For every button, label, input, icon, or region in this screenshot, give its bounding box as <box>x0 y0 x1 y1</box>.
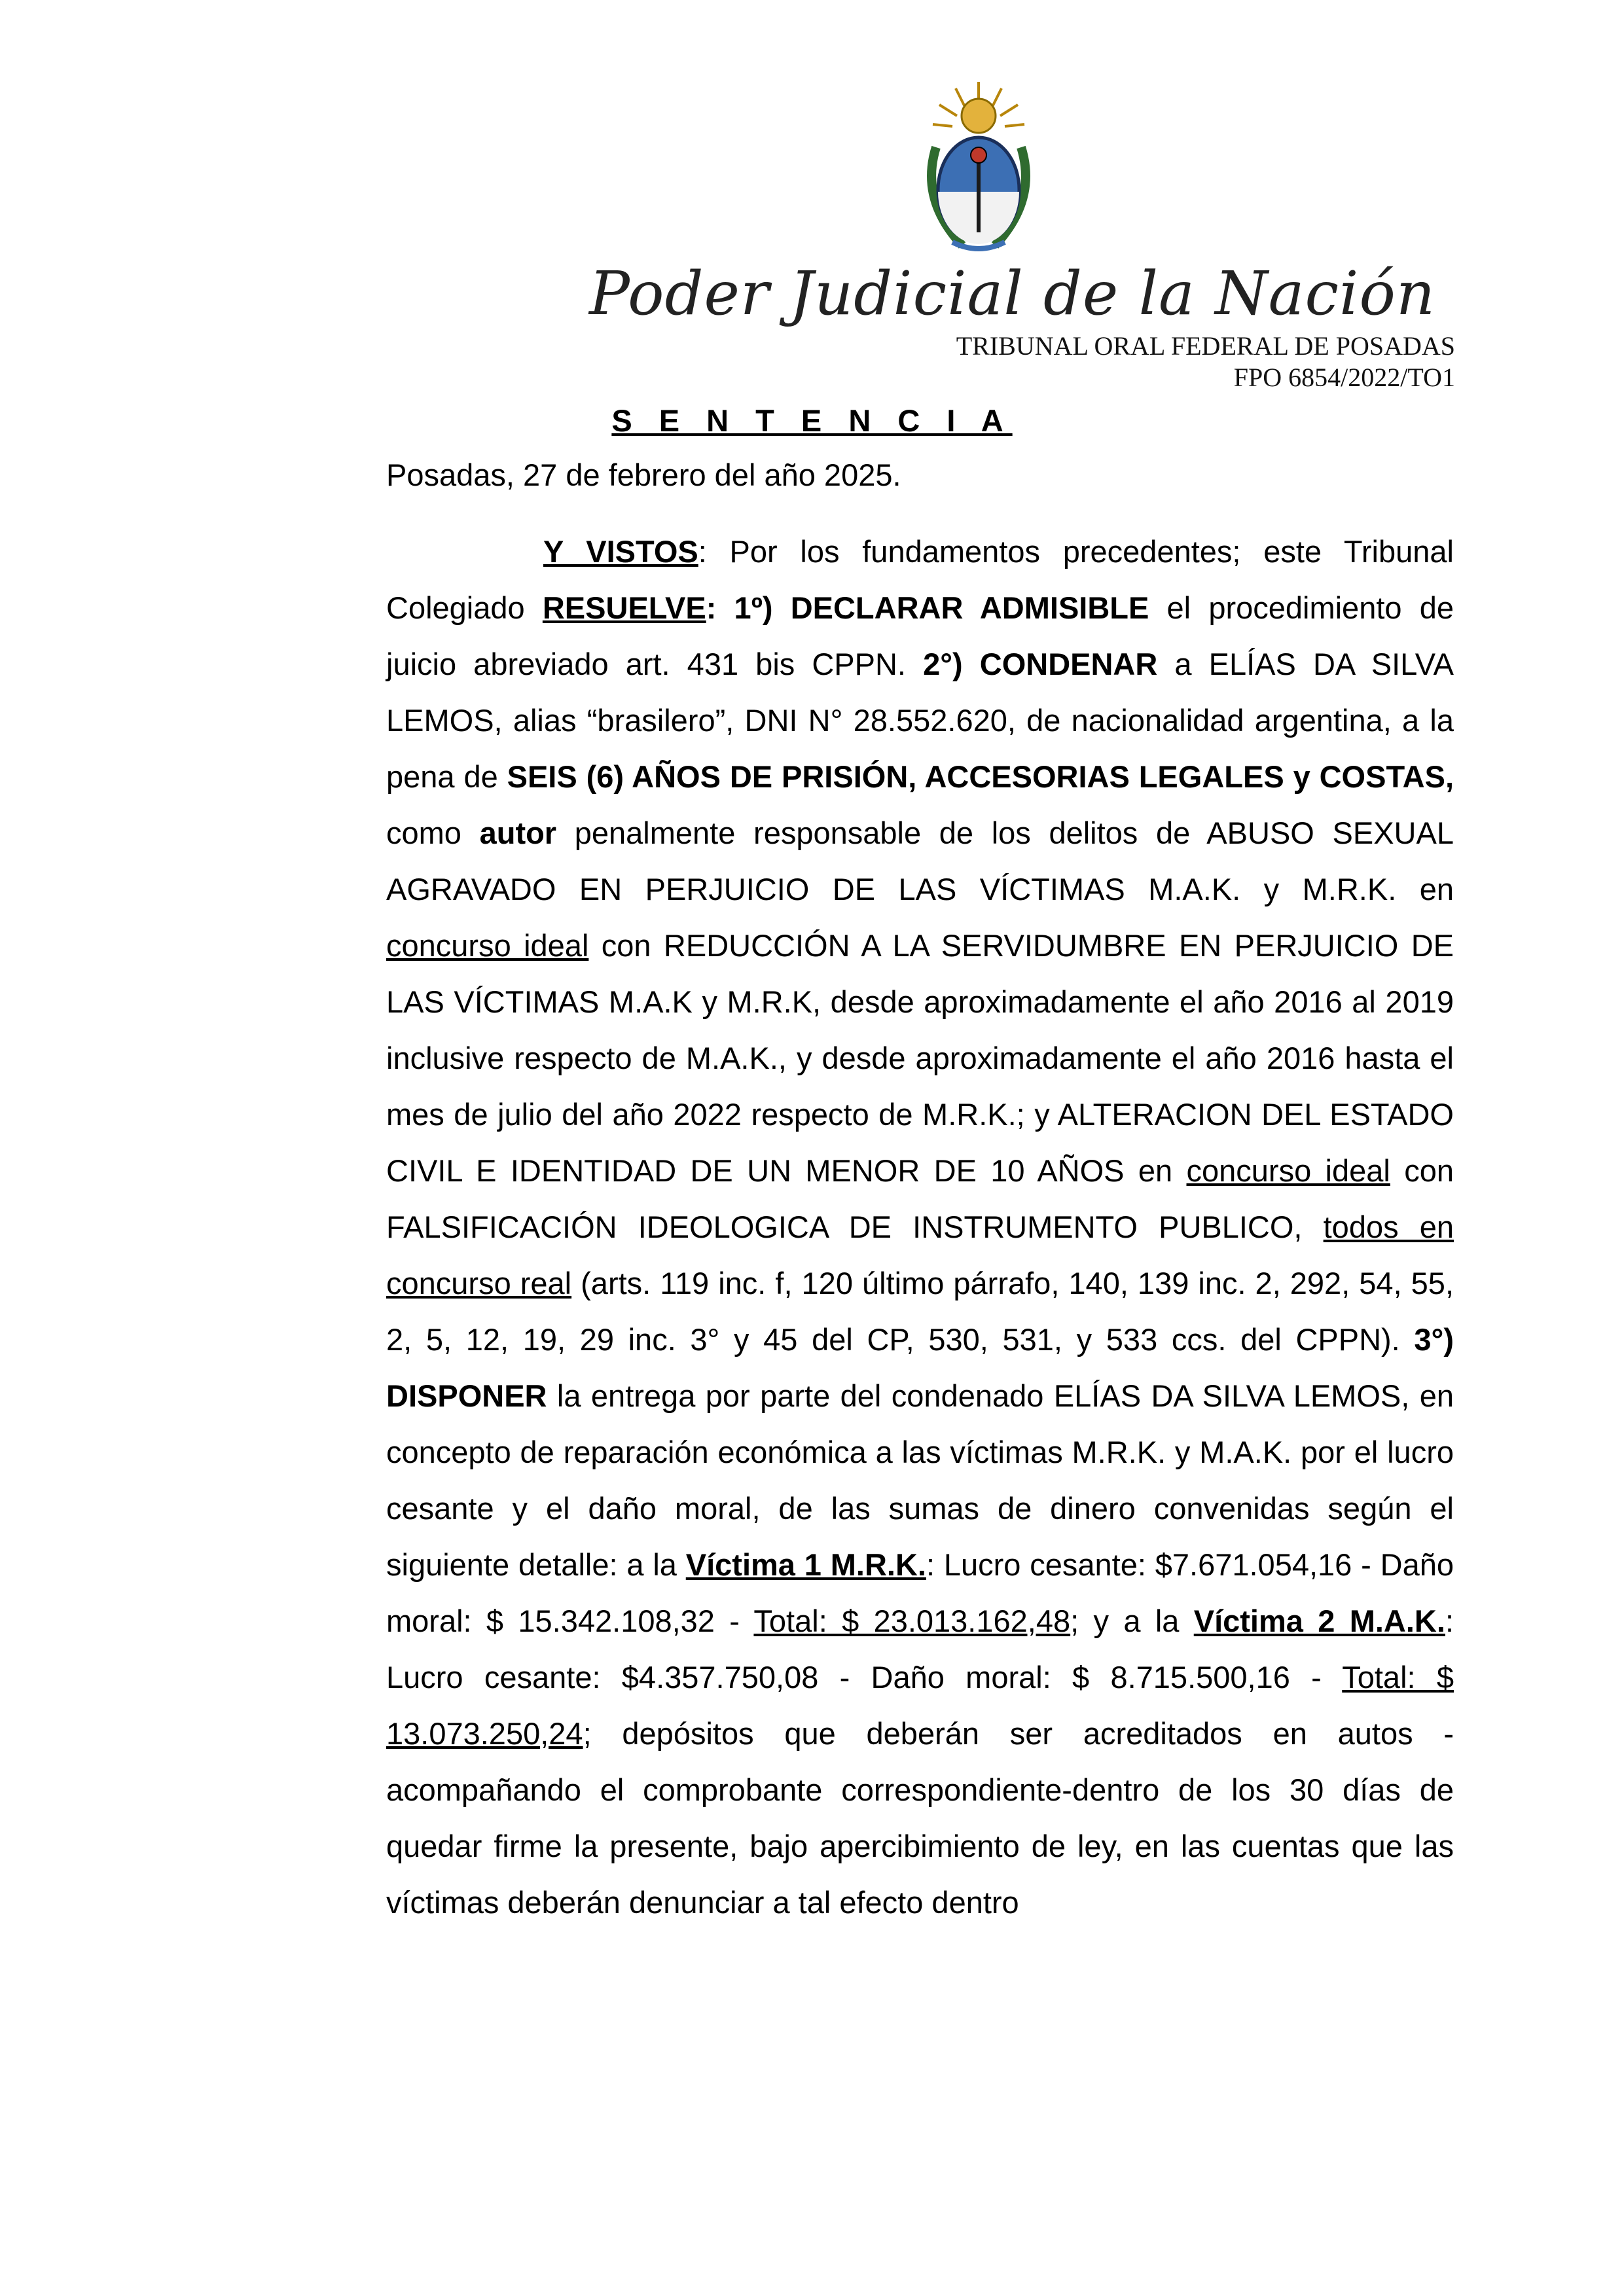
victim-1-label: Víctima 1 M.R.K. <box>685 1547 926 1582</box>
concurso-ideal-term: concurso ideal <box>386 928 589 963</box>
paragraph-text: la entrega por parte del condenado ELÍAS DA SILVA LEMOS, en concepto de reparación económica a las víctimas M.R.K. y M.A.K. por el lucro cesante y el daño moral, de las sumas de dinero convenidas según el siguiente detalle: a la <box>386 1378 1454 1582</box>
concurso-real-term: todos en concurso real <box>386 1210 1454 1300</box>
y-vistos-heading: Y VISTOS <box>543 534 698 569</box>
author-term: autor <box>479 816 557 850</box>
paragraph-text: ; depósitos que deberán ser acreditados en autos -acompañando el comprobante correspondiente-dentro de los 30 días de quedar firme la presente, bajo apercibimiento de ley, en las cuentas que las víctimas deberán denunciar a tal efecto dentro <box>386 1716 1454 1920</box>
file-number: FPO 6854/2022/TO1 <box>1233 363 1455 392</box>
point-1-heading: : 1º) DECLARAR ADMISIBLE <box>706 590 1149 625</box>
paragraph-text: (arts. 119 inc. f, 120 último párrafo, 140, 139 inc. 2, 292, 54, 55, 2, 5, 12, 19, 29 inc. 3° y 45 del CP, 530, 531, y 533 ccs. del CPPN). <box>386 1266 1454 1357</box>
document-title: S E N T E N C I A <box>611 403 1013 438</box>
point-2-heading: 2°) CONDENAR <box>923 647 1158 681</box>
paragraph-text: : Lucro cesante: $7.671.054,16 - Daño moral: $ 15.342.108,32 - <box>386 1547 1454 1638</box>
paragraph-text: penalmente responsable de los delitos de ABUSO SEXUAL AGRAVADO EN PERJUICIO DE LAS VÍCTIMAS M.A.K. y M.R.K. en <box>386 816 1454 906</box>
coat-of-arms-seal <box>916 75 1041 259</box>
resuelve-heading: RESUELVE <box>542 590 706 625</box>
paragraph-text: como <box>386 816 480 850</box>
paragraph-text: : Por los fundamentos precedentes; este Tribunal Colegiado <box>386 534 1454 625</box>
point-3-heading: 3°) DISPONER <box>386 1322 1454 1413</box>
paragraph-text: a ELÍAS DA SILVA LEMOS, alias “brasilero”, DNI N° 28.552.620, de nacionalidad argentina, a la pena de <box>386 647 1454 794</box>
concurso-ideal-term: concurso ideal <box>1186 1153 1390 1188</box>
victim-2-label: Víctima 2 M.A.K. <box>1193 1604 1445 1638</box>
victim-1-total: Total: $ 23.013.162,48 <box>753 1604 1071 1638</box>
paragraph-text: ; y a la <box>1070 1604 1194 1638</box>
victim-2-total: Total: $ 13.073.250,24 <box>386 1660 1454 1751</box>
paragraph-text: el procedimiento de juicio abreviado art. 431 bis CPPN. <box>386 590 1454 681</box>
court-name: TRIBUNAL ORAL FEDERAL DE POSADAS <box>956 331 1455 361</box>
date-line: Posadas, 27 de febrero del año 2025. <box>386 457 901 492</box>
institution-name: Poder Judicial de la Nación <box>589 259 1436 329</box>
paragraph-text: con FALSIFICACIÓN IDEOLOGICA DE INSTRUMENTO PUBLICO, <box>386 1153 1454 1244</box>
resolution-paragraph <box>386 524 1454 1931</box>
sentence-penalty: SEIS (6) AÑOS DE PRISIÓN, ACCESORIAS LEGALES y COSTAS, <box>507 759 1454 794</box>
paragraph-text: : Lucro cesante: $4.357.750,08 - Daño moral: $ 8.715.500,16 - <box>386 1604 1454 1695</box>
paragraph-text: con REDUCCIÓN A LA SERVIDUMBRE EN PERJUICIO DE LAS VÍCTIMAS M.A.K y M.R.K, desde aproximadamente el año 2016 al 2019 inclusive respecto de M.A.K., y desde aproximadamente el año 2016 hasta el mes de julio del año 2022 respecto de M.R.K.; y ALTERACION DEL ESTADO CIVIL E IDENTIDAD DE UN MENOR DE 10 AÑOS en <box>386 928 1454 1188</box>
